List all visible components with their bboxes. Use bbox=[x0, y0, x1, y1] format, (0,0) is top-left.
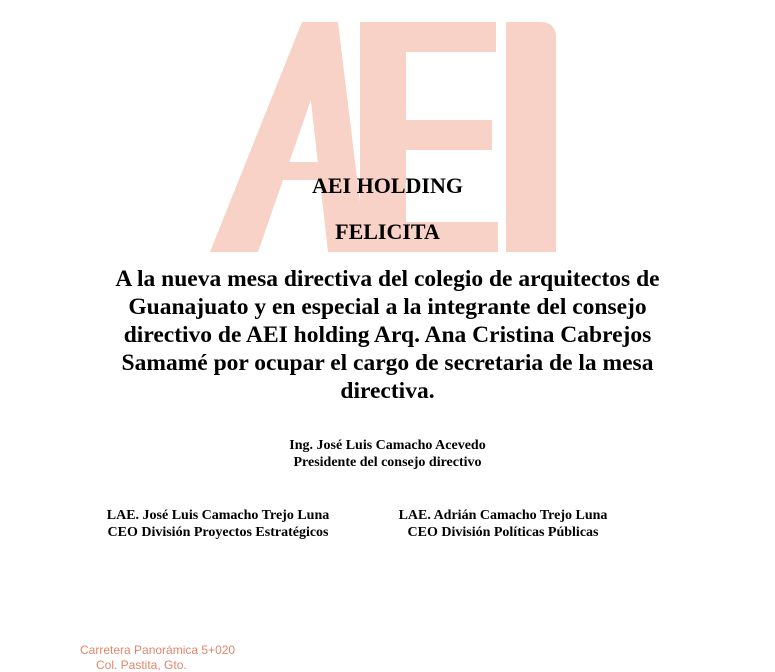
aei-logo-watermark bbox=[210, 22, 560, 252]
congratulation-message: A la nueva mesa directiva del colegio de arquitectos de Guanajuato y en especial a la integrante del consejo directivo de AEI holding Arq. Ana Cristina Cabrejos Samamé por ocupar el cargo de secretaria de la mesa directiva. bbox=[115, 266, 660, 404]
footer-address-line2: Col. Pastita, Gto. bbox=[96, 658, 187, 672]
signatory-role: CEO División Proyectos Estratégicos bbox=[107, 525, 329, 540]
signatory-name: LAE. Adrián Camacho Trejo Luna bbox=[398, 508, 608, 523]
signatory-role: Presidente del consejo directivo bbox=[293, 455, 482, 470]
logo-letter-e-middle bbox=[406, 120, 492, 150]
logo-letter-a-right-leg bbox=[302, 22, 366, 252]
signature-block-left bbox=[98, 507, 338, 541]
signatory-name: LAE. José Luis Camacho Trejo Luna bbox=[106, 508, 330, 523]
signature-block-main bbox=[0, 437, 775, 471]
logo-letter-e-stem bbox=[360, 22, 406, 252]
signature-block-right bbox=[388, 507, 618, 541]
signatory-name: Ing. José Luis Camacho Acevedo bbox=[289, 438, 486, 453]
footer-address-line1: Carretera Panorámica 5+020 bbox=[80, 643, 236, 657]
company-heading: AEI HOLDING bbox=[312, 173, 463, 198]
logo-letter-e-top bbox=[406, 22, 496, 52]
signatory-role: CEO División Políticas Públicas bbox=[407, 525, 599, 540]
logo-letter-i bbox=[506, 22, 556, 252]
congratulates-heading: FELICITA bbox=[335, 219, 440, 244]
